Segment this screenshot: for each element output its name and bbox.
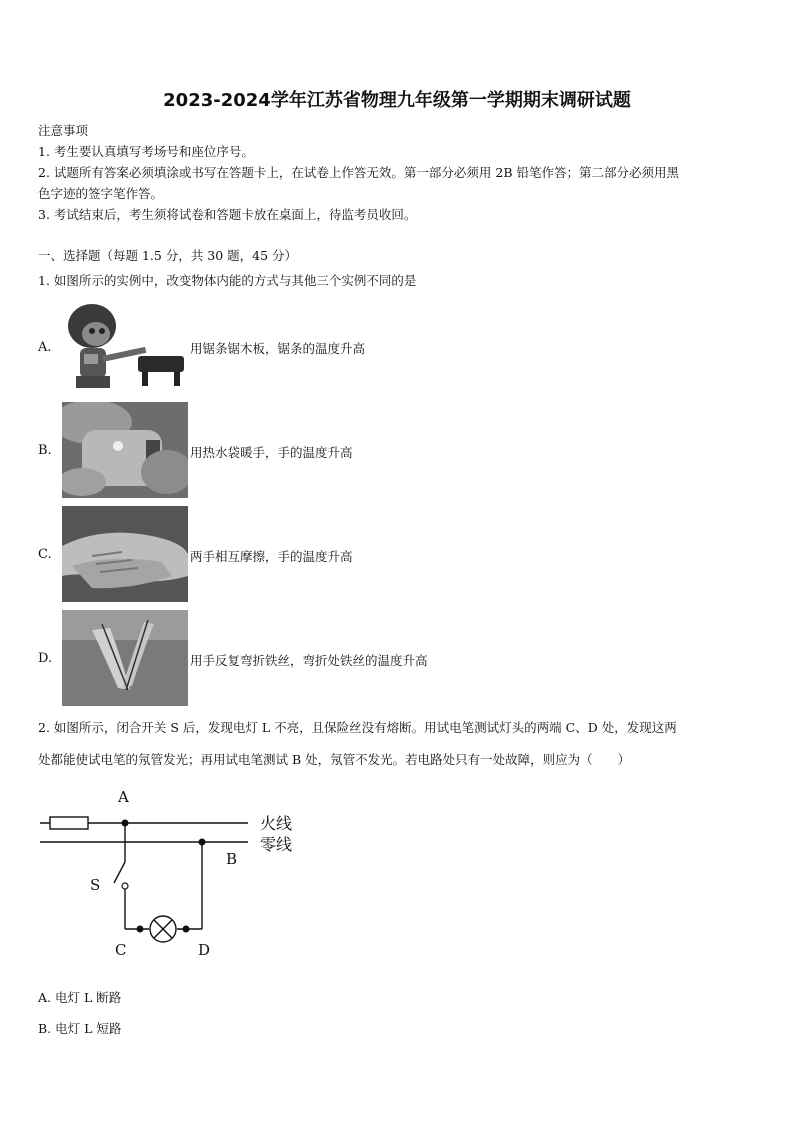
switch-blade: [114, 862, 125, 883]
section-heading: 一、选择题（每题 1.5 分，共 30 题，45 分）: [38, 248, 298, 263]
question-2-option-a: [38, 988, 121, 1006]
question-2-stem-continued: 处都能使试电笔的氖管发光；再用试电笔测试 B 处，氖管不发光。若电路处只有一处故障，则应为（ ）: [38, 752, 631, 767]
label-c: C: [115, 941, 127, 959]
notice-item: 色字迹的签字笔作答。: [38, 186, 164, 201]
option-b-letter: B.: [38, 443, 52, 458]
saw-cartoon-image: [62, 298, 188, 394]
option-text: 电灯 L 短路: [55, 1021, 122, 1036]
option-d-text: 用手反复弯折铁丝，弯折处铁丝的温度升高: [190, 653, 428, 668]
label-live-wire: 火线: [260, 814, 293, 833]
option-letter: A.: [38, 990, 52, 1005]
label-s: S: [90, 876, 101, 894]
label-a: A: [118, 788, 129, 806]
question-2-option-b: [38, 1019, 121, 1037]
label-neutral-wire: 零线: [260, 835, 293, 854]
question-2-stem: 2. 如图所示，闭合开关 S 后，发现电灯 L 不亮，且保险丝没有熔断。用试电笔测试灯头的两端 C、D 处，发现这两: [38, 720, 677, 735]
option-text: 电灯 L 断路: [55, 990, 122, 1005]
switch-contact: [122, 883, 128, 889]
page-title: 2023-2024学年江苏省物理九年级第一学期期末调研试题: [163, 90, 631, 111]
node-d: [183, 926, 190, 933]
option-c-text: 两手相互摩擦，手的温度升高: [190, 549, 353, 564]
rubbing-hands-image: [62, 506, 188, 602]
node-b: [199, 839, 206, 846]
label-b: B: [226, 850, 238, 868]
node-c: [137, 926, 144, 933]
option-c-letter: C.: [38, 547, 52, 562]
fuse: [50, 817, 88, 829]
hot-water-bottle-image: [62, 402, 188, 498]
option-a-letter: A.: [38, 340, 52, 355]
option-b-text: 用热水袋暖手，手的温度升高: [190, 445, 353, 460]
option-d-letter: D.: [38, 651, 53, 666]
notice-item: 3. 考试结束后，考生须将试卷和答题卡放在桌面上，待监考员收回。: [38, 207, 417, 222]
bending-wire-image: [62, 610, 188, 706]
node-a: [122, 820, 129, 827]
label-d: D: [198, 941, 211, 959]
option-a-text: 用锯条锯木板，锯条的温度升高: [190, 341, 366, 356]
option-letter: B.: [38, 1021, 52, 1036]
notice-heading: 注意事项: [38, 123, 89, 138]
notice-item: 2. 试题所有答案必须填涂或书写在答题卡上，在试卷上作答无效。第一部分必须用 2B 铅笔作答；第二部分必须用黑: [38, 165, 679, 180]
question-1-stem: 1. 如图所示的实例中，改变物体内能的方式与其他三个实例不同的是: [38, 273, 417, 288]
notice-item: 1. 考生要认真填写考场号和座位序号。: [38, 144, 254, 159]
